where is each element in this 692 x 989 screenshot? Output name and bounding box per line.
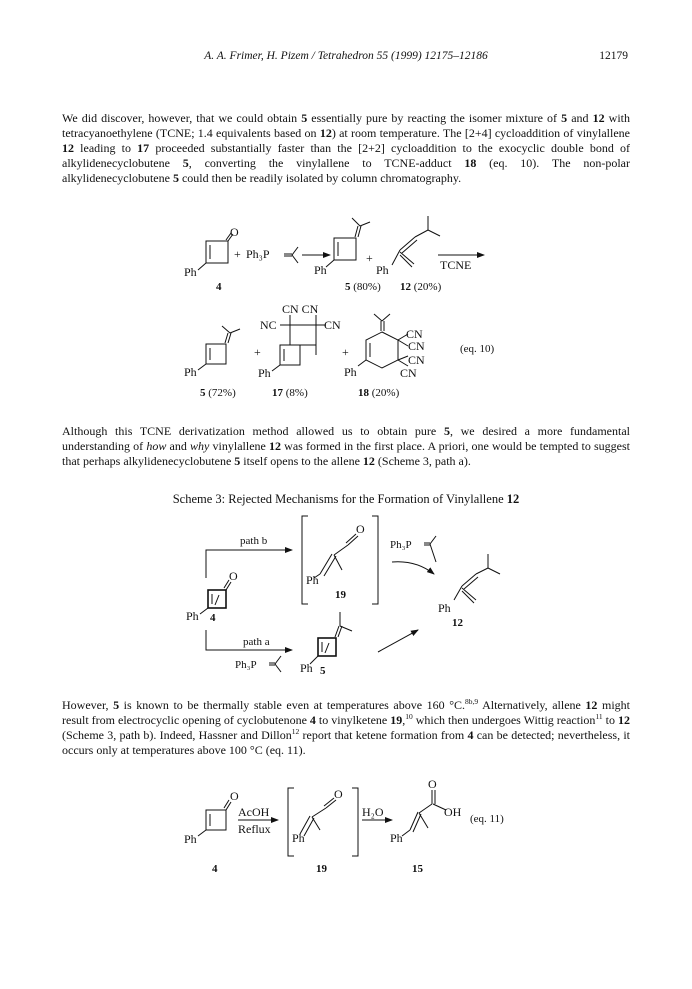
path-b-label: path b xyxy=(240,535,268,547)
product-5-recovered-yield: 5 (72%) xyxy=(200,387,236,399)
svg-text:Ph: Ph xyxy=(344,365,357,379)
wittig-reagent-a: Ph₃P xyxy=(235,659,257,671)
svg-text:Ph: Ph xyxy=(184,832,197,846)
svg-text:5: 5 xyxy=(320,665,326,677)
svg-text:O: O xyxy=(356,522,365,536)
product-5-yield: 5 (80%) xyxy=(345,281,381,293)
equation-10 xyxy=(184,216,495,399)
acid-15-structure xyxy=(390,777,462,875)
scheme-3-caption: Scheme 3: Rejected Mechanisms for the Formation of Vinylallene 12 xyxy=(172,492,520,506)
scheme-3 xyxy=(186,516,500,677)
alkylidenecyclobutene-5-structure xyxy=(314,218,370,277)
wittig-reagent: Ph₃P xyxy=(390,539,412,551)
vinylallene-12-structure xyxy=(438,554,500,629)
svg-text:CN: CN xyxy=(406,327,423,341)
paragraph-1: We did discover, however, that we could obtain 5 essentially pure by reacting the isomer mixture of 5 and 12 with tetracyanoethylene (TCNE; 1.4 equivalents based on 12) at room temperature. The [2+4] cycloaddition of vinylallene 12 leading to 17 proceeded substantially faster than the [2+2] cycloaddition to the exocyclic double bond of alkylidenecyclobutene 5, converting the vinylallene to TCNE-adduct 18 (eq. 10). The non-polar alkylidenecyclobutene 5 could then be readily isolated by column chromatography. xyxy=(62,111,631,185)
svg-text:12: 12 xyxy=(452,617,463,629)
svg-text:4: 4 xyxy=(210,612,216,624)
svg-text:CN: CN xyxy=(400,366,417,380)
vinylketene-19-structure xyxy=(288,787,358,875)
svg-text:OH: OH xyxy=(444,805,462,819)
svg-text:O: O xyxy=(229,569,238,583)
svg-text:4: 4 xyxy=(212,863,218,875)
svg-text:+: + xyxy=(254,345,261,359)
svg-text:Ph: Ph xyxy=(184,365,197,379)
equation-10-label: (eq. 10) xyxy=(460,343,495,355)
vinylallene-12-structure xyxy=(376,216,440,277)
cyclobutenone-4-structure xyxy=(184,225,239,293)
svg-text:Ph: Ph xyxy=(258,366,271,380)
svg-text:+: + xyxy=(366,251,373,265)
tcne-adduct-18-structure xyxy=(344,314,425,380)
water-label: H₂O xyxy=(362,805,384,819)
wittig-reagent: Ph₃P xyxy=(246,247,270,261)
svg-text:CN CN: CN CN xyxy=(282,302,319,316)
svg-text:4: 4 xyxy=(216,281,222,293)
cyclobutenone-4-structure xyxy=(184,789,239,875)
svg-text:Ph: Ph xyxy=(186,609,199,623)
svg-text:Ph: Ph xyxy=(184,265,197,279)
paragraph-2: Although this TCNE derivatization method allowed us to obtain pure 5, we desired a more fundamental understanding of how and why vinylallene 12 was formed in the first place. A priori, one would be tempted to suggest that perhaps alkylidenecyclobutene 5 itself opens to the allene 12 (Scheme 3, path a). xyxy=(62,424,630,468)
svg-text:Ph: Ph xyxy=(306,573,319,587)
tcne-adduct-17-structure xyxy=(258,302,341,380)
svg-text:CN: CN xyxy=(324,318,341,332)
product-12-yield: 12 (20%) xyxy=(400,281,442,293)
svg-text:O: O xyxy=(230,789,239,803)
svg-text:Ph: Ph xyxy=(390,831,403,845)
path-a-label: path a xyxy=(243,636,270,648)
cyclobutenone-4-structure xyxy=(186,569,238,624)
svg-text:+: + xyxy=(234,247,241,261)
vinylketene-19-structure xyxy=(302,516,378,604)
adduct-17-yield: 17 (8%) xyxy=(272,387,308,399)
paragraph-3: However, 5 is known to be thermally stable even at temperatures above 160 °C.$^{8b,9}$ Alternatively, allene 12 might result from electrocyclic opening of cyclobutenone 4 to vinylketene 19,10 which then undergoes Wittig reaction$^{11}$ to 12 (Scheme 3, path b). Indeed, Hassner and Dillon$^{12}$ report that ketene formation from 4 can be detected; nevertheless, it occurs only at temperatures above 100 °C (eq. 11). xyxy=(62,697,631,757)
reflux-label: Reflux xyxy=(238,822,271,836)
equation-11 xyxy=(184,777,504,875)
svg-text:CN: CN xyxy=(408,353,425,367)
equation-11-label: (eq. 11) xyxy=(470,813,504,825)
svg-text:O: O xyxy=(230,225,239,239)
page-number: 12179 xyxy=(599,50,628,62)
svg-text:Ph: Ph xyxy=(300,661,313,675)
svg-text:Ph: Ph xyxy=(376,263,389,277)
svg-text:15: 15 xyxy=(412,863,423,875)
svg-text:+: + xyxy=(342,345,349,359)
product-5-recovered-structure xyxy=(184,326,240,379)
svg-text:19: 19 xyxy=(316,863,327,875)
adduct-18-yield: 18 (20%) xyxy=(358,387,400,399)
svg-text:O: O xyxy=(428,777,437,791)
svg-text:Ph: Ph xyxy=(292,831,305,845)
svg-text:Ph: Ph xyxy=(314,263,327,277)
svg-text:19: 19 xyxy=(335,589,346,601)
acoh-label: AcOH xyxy=(238,805,270,819)
svg-text:O: O xyxy=(334,787,343,801)
running-header: A. A. Frimer, H. Pizem / Tetrahedron 55 (1999) 12175–12186 xyxy=(204,50,488,62)
svg-text:TCNE: TCNE xyxy=(440,258,472,272)
svg-text:Ph: Ph xyxy=(438,601,451,615)
alkylidenecyclobutene-5-structure xyxy=(300,612,352,677)
svg-text:CN: CN xyxy=(408,339,425,353)
svg-text:NC: NC xyxy=(260,318,277,332)
